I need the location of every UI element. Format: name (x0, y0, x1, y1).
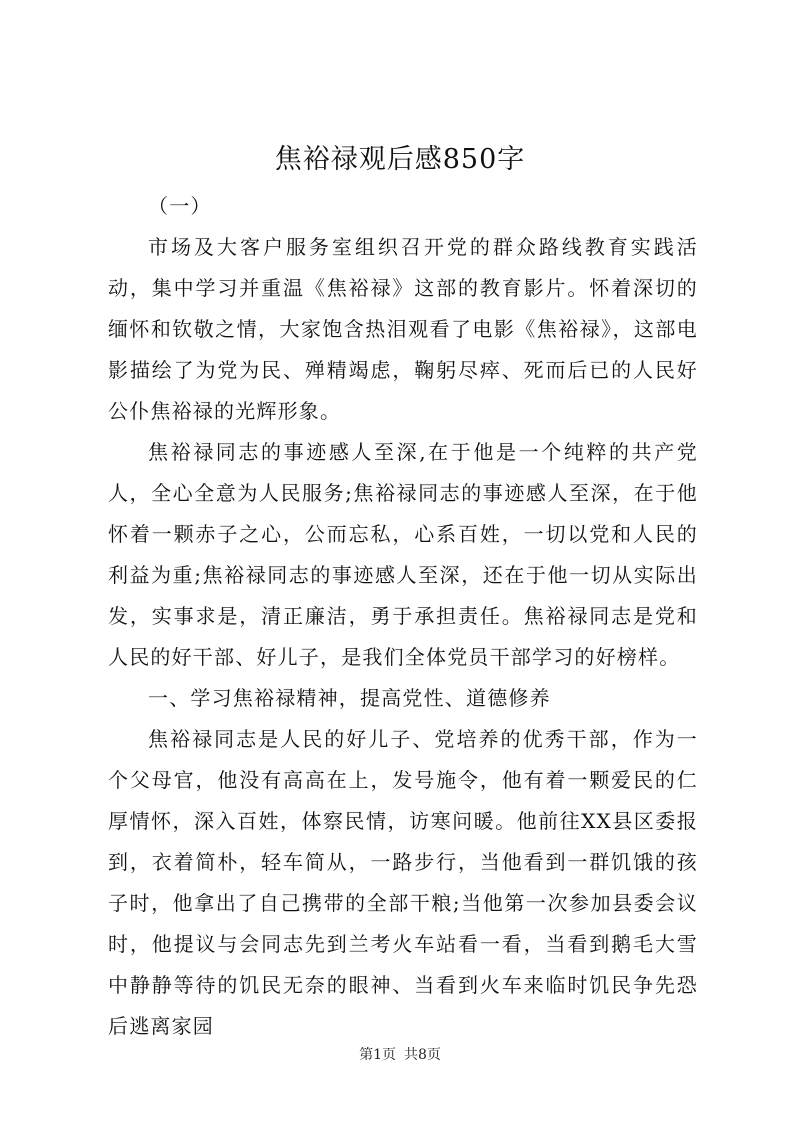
document-title: 焦裕禄观后感850字 (274, 144, 526, 175)
page-number: 第1页 (359, 1047, 396, 1063)
paragraph-official: 焦裕禄同志是人民的好儿子、党培养的优秀干部，作为一个父母官，他没有高高在上，发号施令，他有着一颗爱民的仁厚情怀，深入百姓，体察民情，访寒问暖。他前往XX县区委报到，衣着简朴，轻车简从，一路步行，当他看到一群饥饿的孩子时，他拿出了自己携带的全部干粮;当他第一次参加县委会议时，他提议与会同志先到兰考火车站看一看，当看到鹅毛大雪中静静等待的饥民无奈的眼神、当看到火车来临时饥民争先恐后逃离家园 (108, 727, 698, 1038)
section-number: （一） (148, 194, 212, 218)
page-total: 共8页 (404, 1047, 441, 1063)
document-body (108, 186, 698, 1047)
paragraph-intro: 市场及大客户服务室组织召开党的群众路线教育实践活动，集中学习并重温《焦裕禄》这部的教育影片。怀着深切的缅怀和钦敬之情，大家饱含热泪观看了电影《焦裕禄》，这部电影描绘了为党为民、殚精竭虑，鞠躬尽瘁、死而后已的人民好公仆焦裕禄的光辉形象。 (108, 235, 698, 423)
section-heading: 一、学习焦裕禄精神，提高党性、道德修养 (148, 686, 551, 710)
page-footer (0, 1045, 800, 1065)
paragraph-deeds: 焦裕禄同志的事迹感人至深,在于他是一个纯粹的共产党人，全心全意为人民服务;焦裕禄同志的事迹感人至深，在于他怀着一颗赤子之心，公而忘私，心系百姓，一切以党和人民的利益为重;焦裕禄同志的事迹感人至深，还在于他一切从实际出发，实事求是，清正廉洁，勇于承担责任。焦裕禄同志是党和人民的好干部、好儿子，是我们全体党员干部学习的好榜样。 (108, 440, 698, 669)
